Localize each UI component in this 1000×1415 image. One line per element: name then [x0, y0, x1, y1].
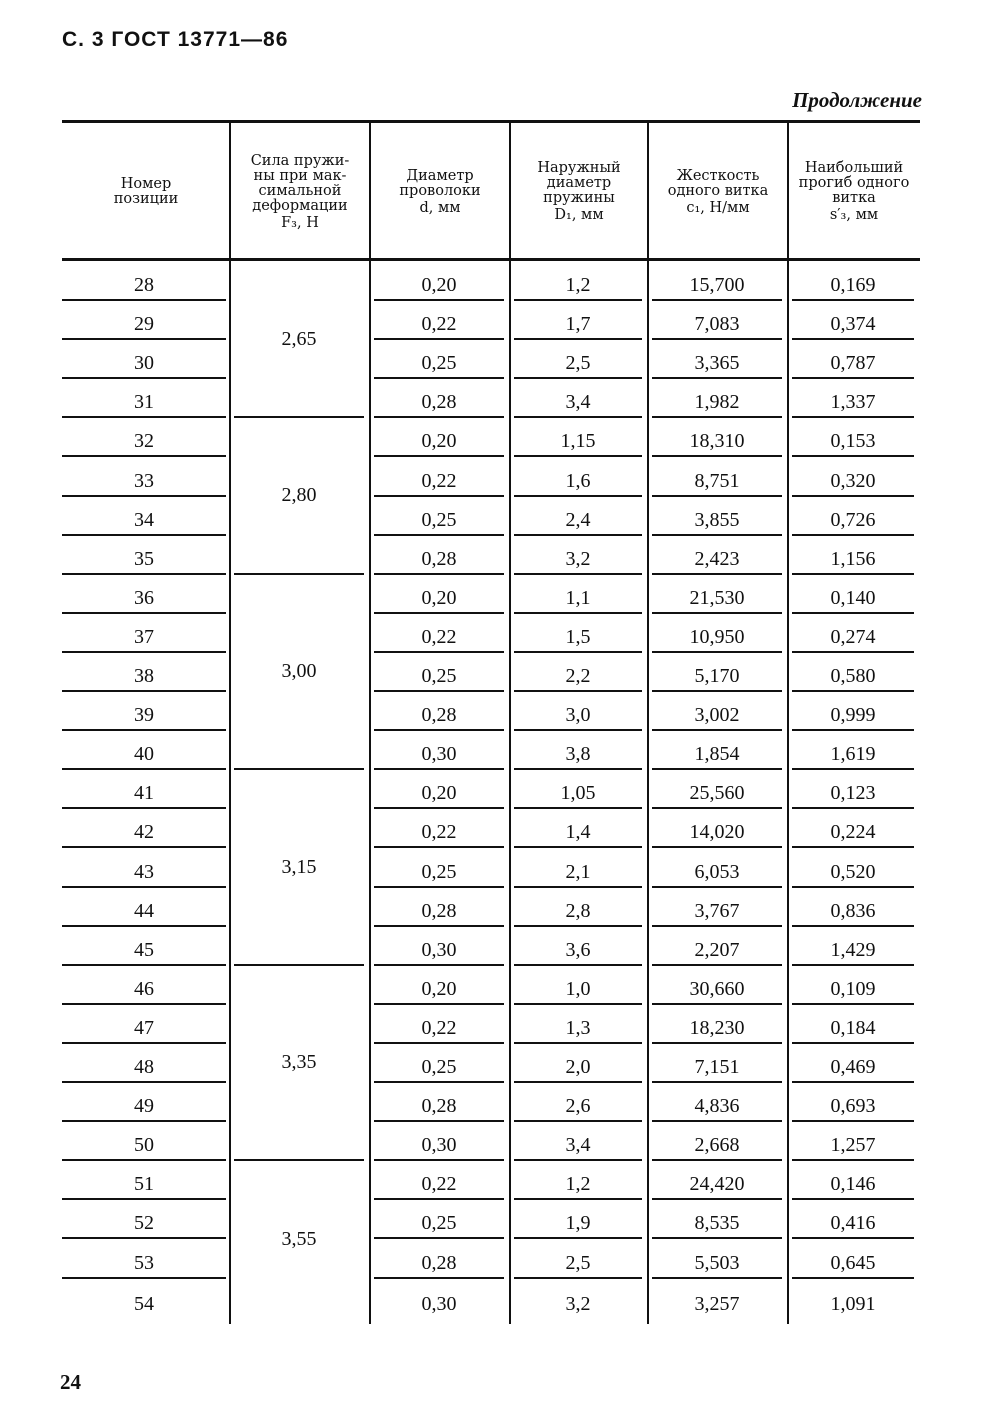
table-cell-d: 0,28 [374, 888, 504, 927]
table-cell-D1: 1,05 [514, 770, 642, 809]
force-cell: 2,80 [234, 418, 364, 574]
table-cell-d: 0,20 [374, 770, 504, 809]
table-cell-d: 0,28 [374, 536, 504, 575]
table-cell-D1: 1,15 [514, 418, 642, 457]
table-cell-c1: 15,700 [652, 262, 782, 301]
table-cell-d: 0,28 [374, 1083, 504, 1122]
table-cell-pos: 39 [62, 692, 226, 731]
table-cell-pos: 52 [62, 1200, 226, 1239]
table-cell-pos: 44 [62, 888, 226, 927]
force-cell: 3,35 [234, 966, 364, 1162]
table-cell-c1: 24,420 [652, 1161, 782, 1200]
table-cell-s3: 0,836 [792, 888, 914, 927]
table-cell-d: 0,25 [374, 849, 504, 888]
table-cell-pos: 41 [62, 770, 226, 809]
column-header-line: ны при мак- [253, 167, 347, 184]
table-cell-s3: 0,320 [792, 458, 914, 497]
column-divider [509, 120, 511, 1324]
table-cell-s3: 0,469 [792, 1044, 914, 1083]
table-cell-s3: 1,156 [792, 536, 914, 575]
table-cell-pos: 45 [62, 927, 226, 966]
table-cell-s3: 0,109 [792, 966, 914, 1005]
table-cell-s3: 1,091 [830, 1292, 876, 1315]
column-header-line: проволоки [399, 182, 481, 199]
page-number: 24 [60, 1370, 81, 1394]
table-cell-c1: 2,423 [652, 536, 782, 575]
table-cell-pos: 40 [62, 731, 226, 770]
table-cell-d: 0,25 [374, 653, 504, 692]
table-cell-s3: 0,645 [792, 1240, 914, 1279]
table-cell-D1: 1,9 [514, 1200, 642, 1239]
table-cell-s3: 0,416 [792, 1200, 914, 1239]
table-cell-d: 0,22 [374, 809, 504, 848]
table-cell-d: 0,20 [374, 262, 504, 301]
table-cell-D1: 2,8 [514, 888, 642, 927]
table-cell-c1: 8,751 [652, 458, 782, 497]
table-cell-D1: 1,5 [514, 614, 642, 653]
force-cell: 3,00 [234, 575, 364, 771]
table-cell-s3: 0,146 [792, 1161, 914, 1200]
column-header-line: Жесткость [676, 167, 760, 184]
table-cell-D1: 1,2 [514, 1161, 642, 1200]
table-cell-c1: 3,365 [652, 340, 782, 379]
column-header-line: Диаметр [406, 167, 474, 184]
table-cell-D1: 1,2 [514, 262, 642, 301]
table-cell-D1: 3,0 [514, 692, 642, 731]
column-header [788, 126, 920, 258]
table-cell-c1: 10,950 [652, 614, 782, 653]
column-header-line: симальной [258, 182, 342, 199]
table-cell-s3: 0,169 [792, 262, 914, 301]
column-header-line: Сила пружи- [250, 152, 350, 169]
table-cell-pos: 38 [62, 653, 226, 692]
table-cell-pos: 51 [62, 1161, 226, 1200]
table-cell-d: 0,25 [374, 1200, 504, 1239]
table-cell-s3: 0,374 [792, 301, 914, 340]
table-cell-c1: 1,982 [652, 379, 782, 418]
table-cell-pos: 47 [62, 1005, 226, 1044]
table-cell-pos: 53 [62, 1240, 226, 1279]
table-cell-d: 0,20 [374, 575, 504, 614]
table-cell-d: 0,25 [374, 1044, 504, 1083]
column-header-line: D₁, мм [554, 207, 604, 223]
table-cell-D1: 3,4 [514, 1122, 642, 1161]
table-cell-pos: 35 [62, 536, 226, 575]
table-cell-D1: 1,4 [514, 809, 642, 848]
table-cell-pos: 33 [62, 458, 226, 497]
column-header-line: F₃, Н [281, 214, 319, 231]
table-cell-D1: 2,5 [514, 1240, 642, 1279]
table-cell-s3: 0,787 [792, 340, 914, 379]
table-cell-D1: 1,7 [514, 301, 642, 340]
column-header [510, 126, 648, 258]
table-cell-D1: 1,1 [514, 575, 642, 614]
table-cell-pos: 36 [62, 575, 226, 614]
table-top-rule [62, 120, 920, 123]
table-cell-D1: 2,2 [514, 653, 642, 692]
column-header-line: Номер [120, 176, 172, 192]
table-cell-c1: 18,230 [652, 1005, 782, 1044]
column-header-line: одного витка [667, 182, 769, 199]
table-cell-d: 0,22 [374, 458, 504, 497]
table-cell-D1: 2,4 [514, 497, 642, 536]
column-header-line: s′₃, мм [829, 207, 879, 223]
table-cell-s3: 0,274 [792, 614, 914, 653]
table-cell-c1: 5,170 [652, 653, 782, 692]
table-cell-s3: 0,140 [792, 575, 914, 614]
table-cell-pos: 28 [62, 262, 226, 301]
table-cell-d: 0,22 [374, 301, 504, 340]
table-cell-D1: 3,4 [514, 379, 642, 418]
table-cell-d: 0,30 [374, 1122, 504, 1161]
table-cell-pos: 29 [62, 301, 226, 340]
table-cell-D1: 1,3 [514, 1005, 642, 1044]
table-cell-d: 0,28 [374, 379, 504, 418]
table-cell-s3: 0,224 [792, 809, 914, 848]
table-cell-d: 0,28 [374, 692, 504, 731]
table-cell-pos: 37 [62, 614, 226, 653]
table-header-rule [62, 258, 920, 261]
force-cell: 2,65 [234, 262, 364, 418]
table-cell-d: 0,20 [374, 966, 504, 1005]
page-header: С. 3 ГОСТ 13771—86 [62, 28, 289, 51]
table-cell-D1: 3,2 [514, 536, 642, 575]
column-divider [787, 120, 789, 1324]
column-divider [369, 120, 371, 1324]
table-cell-c1: 25,560 [652, 770, 782, 809]
column-divider [229, 120, 231, 1324]
table-cell-c1: 30,660 [652, 966, 782, 1005]
table-cell-c1: 8,535 [652, 1200, 782, 1239]
table-cell-pos: 54 [134, 1292, 154, 1315]
table-cell-s3: 1,257 [792, 1122, 914, 1161]
table-cell-pos: 46 [62, 966, 226, 1005]
table-cell-s3: 0,123 [792, 770, 914, 809]
table-cell-d: 0,25 [374, 497, 504, 536]
table-cell-c1: 3,002 [652, 692, 782, 731]
column-header-line: диаметр [546, 175, 612, 191]
table-cell-d: 0,30 [374, 731, 504, 770]
table-cell-c1: 4,836 [652, 1083, 782, 1122]
table-cell-d: 0,30 [421, 1292, 457, 1315]
column-header-line: позиции [113, 191, 179, 207]
column-header-line: Наибольший [804, 160, 904, 176]
table-cell-pos: 32 [62, 418, 226, 457]
force-cell: 3,55 [281, 1227, 317, 1250]
table-cell-c1: 3,767 [652, 888, 782, 927]
table-cell-s3: 0,580 [792, 653, 914, 692]
table-cell-pos: 43 [62, 849, 226, 888]
table-cell-D1: 3,8 [514, 731, 642, 770]
table-cell-d: 0,22 [374, 1161, 504, 1200]
table-cell-d: 0,25 [374, 340, 504, 379]
table-cell-D1: 2,5 [514, 340, 642, 379]
continuation-label: Продолжение [792, 88, 922, 112]
table-cell-pos: 31 [62, 379, 226, 418]
table-cell-d: 0,30 [374, 927, 504, 966]
table-cell-d: 0,22 [374, 614, 504, 653]
table-cell-s3: 0,520 [792, 849, 914, 888]
column-header-line: d, мм [419, 199, 461, 216]
column-header-line: c₁, Н/мм [686, 199, 750, 216]
table-cell-c1: 3,855 [652, 497, 782, 536]
force-cell: 3,15 [234, 770, 364, 966]
table-cell-D1: 3,2 [565, 1292, 591, 1315]
table-cell-pos: 48 [62, 1044, 226, 1083]
column-header-line: Наружный [537, 160, 621, 176]
column-header [648, 126, 788, 258]
table-cell-pos: 50 [62, 1122, 226, 1161]
table-cell-d: 0,20 [374, 418, 504, 457]
table-cell-s3: 1,337 [792, 379, 914, 418]
table-cell-c1: 21,530 [652, 575, 782, 614]
table-cell-pos: 30 [62, 340, 226, 379]
table-cell-pos: 34 [62, 497, 226, 536]
table-cell-s3: 0,999 [792, 692, 914, 731]
table-cell-c1: 7,151 [652, 1044, 782, 1083]
table-cell-D1: 1,6 [514, 458, 642, 497]
table-cell-D1: 3,6 [514, 927, 642, 966]
table-cell-s3: 0,726 [792, 497, 914, 536]
table-cell-c1: 3,257 [694, 1292, 740, 1315]
table-cell-D1: 2,1 [514, 849, 642, 888]
table-cell-d: 0,28 [374, 1240, 504, 1279]
column-divider [647, 120, 649, 1324]
column-header [370, 126, 510, 258]
column-header [62, 126, 230, 258]
table-cell-c1: 7,083 [652, 301, 782, 340]
table-cell-s3: 1,619 [792, 731, 914, 770]
table-cell-s3: 0,153 [792, 418, 914, 457]
table-cell-D1: 2,0 [514, 1044, 642, 1083]
column-header-line: деформации [252, 197, 348, 214]
table-cell-s3: 0,184 [792, 1005, 914, 1044]
column-header [230, 126, 370, 258]
table-cell-d: 0,22 [374, 1005, 504, 1044]
table-cell-s3: 1,429 [792, 927, 914, 966]
table-cell-s3: 0,693 [792, 1083, 914, 1122]
column-header-line: пружины [543, 190, 615, 206]
column-header-line: витка [832, 190, 876, 206]
table-cell-c1: 1,854 [652, 731, 782, 770]
table-cell-c1: 5,503 [652, 1240, 782, 1279]
table-cell-D1: 1,0 [514, 966, 642, 1005]
table-cell-c1: 18,310 [652, 418, 782, 457]
table-cell-c1: 2,207 [652, 927, 782, 966]
table-cell-c1: 2,668 [652, 1122, 782, 1161]
table-cell-c1: 14,020 [652, 809, 782, 848]
column-header-line: прогиб одного [798, 175, 910, 191]
table-cell-c1: 6,053 [652, 849, 782, 888]
table-cell-pos: 49 [62, 1083, 226, 1122]
table-cell-D1: 2,6 [514, 1083, 642, 1122]
table-cell-pos: 42 [62, 809, 226, 848]
